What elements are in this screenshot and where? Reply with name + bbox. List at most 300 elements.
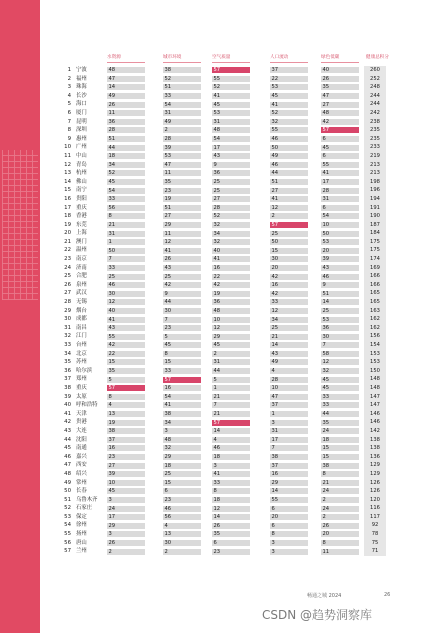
score-bar [270,188,308,194]
score-bar [107,102,145,108]
rank-cell: 22 [64,247,71,254]
score-value: 46 [108,282,116,289]
city-cell: 厦门 [76,109,87,116]
city-cell: 南昌 [76,324,87,331]
rank-cell: 20 [64,230,71,237]
score-value: 9 [213,161,217,168]
score-value: 14 [271,488,279,495]
score-value: 45 [213,101,221,108]
score-bar [107,514,145,520]
rank-cell: 45 [64,445,71,452]
score-value: 54 [213,136,221,143]
score-value: 21 [213,393,221,400]
score-bar [321,179,359,185]
score-value: 4 [164,522,168,529]
score-bar [321,514,359,520]
city-cell: 石家庄 [76,505,93,512]
score-bar [212,102,250,108]
rank-cell: 11 [64,152,71,159]
table-row [62,539,402,548]
score-bar [163,179,201,185]
score-value: 17 [108,514,116,521]
score-bar [270,308,308,314]
header-total: 健康总积分 [366,55,389,60]
score-bar [163,102,201,108]
score-bar [270,256,308,262]
score-value: 45 [322,385,330,392]
table-row [62,186,402,195]
rank-cell: 24 [64,264,71,271]
total-score-cell: 148 [364,375,386,384]
score-value: 57 [271,221,279,228]
header-urban-env: 城市环境 [163,55,182,60]
score-bar [107,497,145,503]
score-value: 12 [108,299,116,306]
score-value: 6 [322,153,326,160]
score-value: 55 [271,127,279,134]
score-value: 35 [108,368,116,375]
score-bar [163,213,201,219]
score-bar [270,411,308,417]
rank-cell: 57 [64,548,71,555]
rank-cell: 30 [64,316,71,323]
score-value: 51 [108,136,116,143]
city-cell: 太原 [76,393,87,400]
score-value: 20 [271,264,279,271]
rank-cell: 13 [64,170,71,177]
total-score-cell: 184 [364,229,386,238]
header-rule [212,62,250,63]
score-value: 2 [164,548,168,555]
city-cell: 常州 [76,479,87,486]
rank-cell: 38 [64,384,71,391]
score-value: 53 [213,110,221,117]
total-score-cell: 213 [364,169,386,178]
score-bar [163,368,201,374]
score-value: 33 [108,196,116,203]
table-row [62,547,402,556]
score-value: 51 [322,290,330,297]
score-bar [107,506,145,512]
total-score-cell: 238 [364,118,386,127]
total-score-cell: 136 [364,453,386,462]
score-value: 53 [164,153,172,160]
city-cell: 徐州 [76,522,87,529]
table-row [62,496,402,505]
score-bar [107,248,145,254]
score-value: 53 [322,239,330,246]
rank-cell: 36 [64,367,71,374]
rank-cell: 23 [64,256,71,263]
score-value: 37 [271,462,279,469]
score-value: 45 [108,488,116,495]
score-bar [212,299,250,305]
score-value: 12 [271,307,279,314]
total-score-cell: 147 [364,393,386,402]
city-cell: 昆明 [76,118,87,125]
score-value: 6 [213,539,217,546]
score-bar [212,385,250,391]
score-bar [163,359,201,365]
header-rule [107,62,145,63]
score-value: 14 [213,514,221,521]
table-row [62,281,402,290]
score-value: 18 [322,436,330,443]
score-bar [321,420,359,426]
city-cell: 天津 [76,410,87,417]
score-value: 44 [108,144,116,151]
score-value: 43 [108,325,116,332]
city-cell: 西安 [76,462,87,469]
table-row [62,436,402,445]
total-score-cell: 129 [364,470,386,479]
score-bar [321,162,359,168]
score-bar [321,222,359,228]
score-value: 51 [271,179,279,186]
total-score-cell: 146 [364,410,386,419]
score-value: 10 [108,479,116,486]
score-bar [212,480,250,486]
city-cell: 重庆 [76,204,87,211]
score-value: 34 [108,161,116,168]
score-value: 57 [164,376,172,383]
score-value: 2 [213,350,217,357]
score-bar [270,299,308,305]
score-bar [163,506,201,512]
score-bar [212,514,250,520]
score-bar [163,119,201,125]
score-bar [163,402,201,408]
rank-cell: 55 [64,531,71,538]
score-bar [163,248,201,254]
score-bar [270,549,308,555]
score-value: 33 [322,393,330,400]
score-value: 56 [108,204,116,211]
table-row [62,92,402,101]
total-score-cell: 148 [364,384,386,393]
score-value: 21 [108,221,116,228]
score-bar [321,84,359,90]
score-bar [163,170,201,176]
rank-cell: 28 [64,299,71,306]
score-bar [107,342,145,348]
score-bar [212,231,250,237]
score-value: 27 [322,101,330,108]
score-bar [270,248,308,254]
rank-cell: 7 [67,118,71,125]
total-score-cell: 191 [364,204,386,213]
score-bar [163,265,201,271]
score-bar [212,497,250,503]
total-score-cell: 146 [364,418,386,427]
score-bar [321,334,359,340]
score-bar [321,463,359,469]
score-bar [270,222,308,228]
total-score-cell: 156 [364,332,386,341]
score-bar [270,282,308,288]
score-value: 36 [213,299,221,306]
score-bar [107,359,145,365]
score-bar [270,506,308,512]
score-value: 16 [213,264,221,271]
table-row [62,143,402,152]
table-row [62,384,402,393]
city-cell: 武汉 [76,290,87,297]
score-bar [270,437,308,443]
score-bar [270,179,308,185]
score-value: 41 [213,471,221,478]
score-value: 47 [108,75,116,82]
score-value: 32 [322,368,330,375]
score-bar [107,205,145,211]
rank-cell: 16 [64,195,71,202]
score-value: 21 [213,411,221,418]
score-bar [163,205,201,211]
table-row [62,229,402,238]
score-value: 28 [164,136,172,143]
city-cell: 长沙 [76,92,87,99]
table-row [62,100,402,109]
rank-cell: 33 [64,342,71,348]
score-value: 35 [322,419,330,426]
score-value: 57 [108,385,116,392]
score-bar [321,325,359,331]
score-value: 55 [271,496,279,503]
score-bar [107,179,145,185]
score-bar [163,394,201,400]
score-bar [212,368,250,374]
score-value: 40 [213,247,221,254]
total-score-cell: 129 [364,461,386,470]
score-bar [270,471,308,477]
score-value: 35 [164,179,172,186]
score-bar [212,170,250,176]
rank-cell: 51 [64,496,71,503]
score-bar [321,402,359,408]
score-value: 11 [322,548,330,555]
score-bar [107,531,145,537]
score-value: 30 [164,307,172,314]
score-bar [270,93,308,99]
total-score-cell: 175 [364,246,386,255]
score-bar [107,488,145,494]
score-bar [270,342,308,348]
score-bar [212,325,250,331]
score-bar [212,127,250,133]
score-value: 41 [322,170,330,177]
score-bar [107,317,145,323]
score-bar [212,84,250,90]
score-bar [163,291,201,297]
score-value: 45 [108,179,116,186]
score-bar [107,67,145,73]
rank-cell: 44 [64,436,71,443]
rank-cell: 31 [64,324,71,331]
score-bar [321,377,359,383]
table-row [62,315,402,324]
score-value: 44 [271,170,279,177]
score-value: 49 [271,359,279,366]
score-value: 58 [322,350,330,357]
header-rule [321,62,359,63]
score-bar [321,549,359,555]
score-bar [270,231,308,237]
score-bar [212,179,250,185]
score-value: 47 [271,393,279,400]
score-bar [163,162,201,168]
score-bar [270,368,308,374]
score-value: 20 [271,514,279,521]
table-row [62,393,402,402]
grid-pattern [2,150,38,300]
score-value: 41 [164,402,172,409]
score-bar [212,213,250,219]
score-bar [321,102,359,108]
score-bar [163,317,201,323]
city-cell: 沈阳 [76,436,87,443]
score-bar [270,274,308,280]
score-value: 45 [164,342,172,349]
total-score-cell: 162 [364,324,386,333]
score-value: 45 [322,376,330,383]
table-row [62,453,402,462]
score-value: 43 [213,153,221,160]
score-value: 51 [164,84,172,91]
score-bar [212,437,250,443]
rank-cell: 41 [64,410,71,417]
table-row [62,530,402,539]
score-value: 6 [271,522,275,529]
score-value: 4 [213,436,217,443]
score-value: 50 [271,144,279,151]
score-bar [163,420,201,426]
header-green: 绿色低碳 [321,55,340,60]
score-value: 23 [164,325,172,332]
score-value: 10 [322,221,330,228]
score-bar [321,93,359,99]
score-bar [270,170,308,176]
score-bar [163,342,201,348]
score-value: 39 [108,471,116,478]
table-row [62,221,402,230]
score-bar [107,463,145,469]
score-bar [270,127,308,133]
score-value: 39 [164,144,172,151]
score-value: 7 [108,256,112,263]
score-value: 33 [213,479,221,486]
table-row [62,152,402,161]
score-bar [321,351,359,357]
score-bar [107,402,145,408]
score-bar [212,136,250,142]
score-value: 52 [108,170,116,177]
total-score-cell: 219 [364,152,386,161]
score-bar [107,351,145,357]
total-score-cell: 175 [364,238,386,247]
score-bar [321,506,359,512]
score-value: 27 [108,462,116,469]
score-bar [321,119,359,125]
score-value: 16 [271,471,279,478]
score-bar [107,84,145,90]
score-bar [321,127,359,133]
table-row [62,358,402,367]
table-row [62,161,402,170]
score-value: 21 [271,333,279,340]
score-bar [212,377,250,383]
score-bar [107,265,145,271]
city-cell: 唐山 [76,539,87,546]
city-cell: 珠海 [76,84,87,91]
score-bar [163,127,201,133]
score-value: 14 [108,84,116,91]
score-value: 38 [164,411,172,418]
score-bar [270,428,308,434]
score-value: 48 [108,67,116,74]
score-bar [321,274,359,280]
total-score-cell: 153 [364,358,386,367]
table-row [62,204,402,213]
rank-cell: 27 [64,290,71,297]
score-value: 27 [271,187,279,194]
score-value: 8 [213,488,217,495]
table-row [62,246,402,255]
score-bar [270,239,308,245]
score-bar [107,480,145,486]
score-value: 11 [164,170,172,177]
score-bar [321,411,359,417]
score-bar [321,291,359,297]
rank-cell: 46 [64,453,71,460]
score-bar [163,488,201,494]
total-score-cell: 120 [364,496,386,505]
score-bar [270,445,308,451]
score-value: 30 [108,290,116,297]
table-row [62,66,402,75]
score-value: 12 [271,204,279,211]
score-bar [107,471,145,477]
score-value: 6 [271,505,275,512]
city-cell: 香港 [76,213,87,220]
score-bar [163,239,201,245]
score-value: 33 [108,264,116,271]
score-value: 31 [271,428,279,435]
score-value: 3 [164,428,168,435]
score-bar [212,317,250,323]
score-value: 38 [164,67,172,74]
score-bar [107,136,145,142]
total-score-cell: 252 [364,75,386,84]
score-value: 12 [322,359,330,366]
rank-cell: 15 [64,187,71,194]
total-score-cell: 174 [364,255,386,264]
score-bar [270,145,308,151]
rank-cell: 1 [67,67,71,73]
score-value: 31 [164,110,172,117]
score-value: 11 [164,230,172,237]
table-row [62,401,402,410]
table-row [62,418,402,427]
score-value: 15 [322,454,330,461]
score-value: 43 [164,264,172,271]
score-value: 7 [164,316,168,323]
total-score-cell: 248 [364,83,386,92]
score-bar [107,127,145,133]
rank-cell: 48 [64,470,71,477]
header-rule [163,62,201,63]
score-value: 7 [213,402,217,409]
total-score-cell: 126 [364,487,386,496]
